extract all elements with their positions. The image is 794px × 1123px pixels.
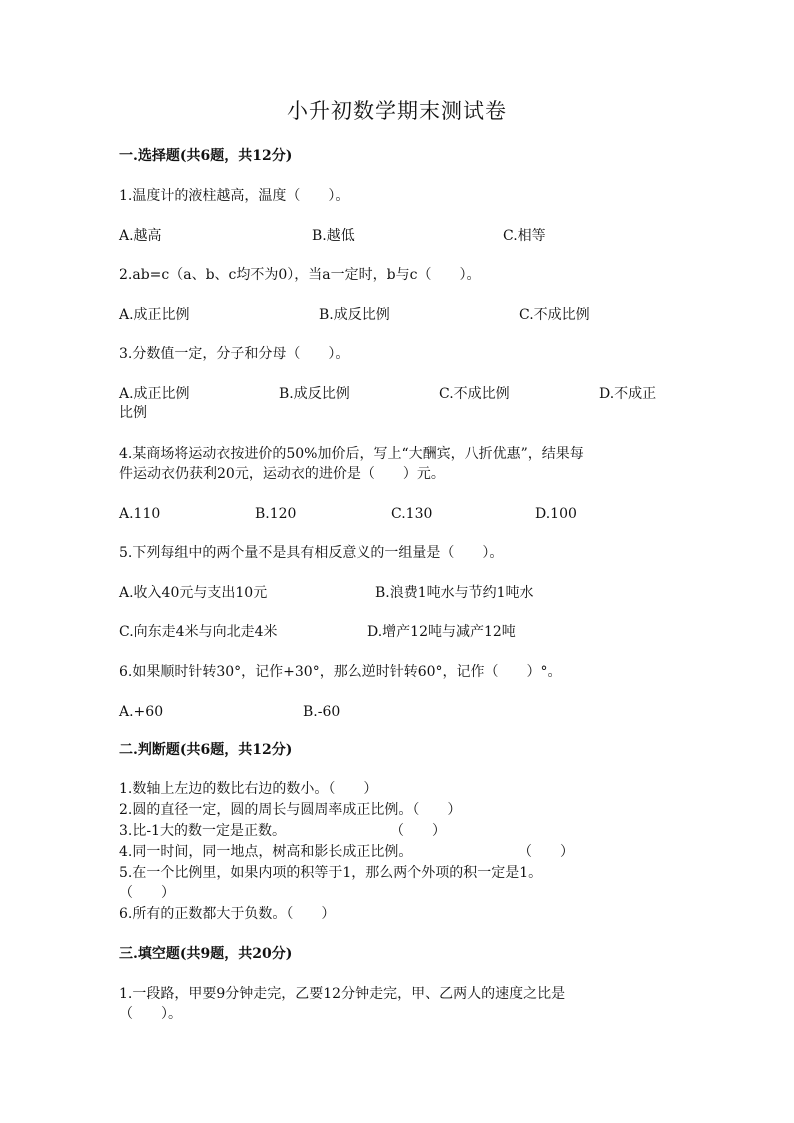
question-2-stem: 2.ab=c（a、b、c均不为0），当a一定时，b与c（ ）。 xyxy=(119,267,481,283)
section-heading-judgement: 二.判断题(共6题，共12分) xyxy=(119,742,293,758)
judgement-line-3-blank: （ ） xyxy=(390,823,446,839)
q1-option-b: B.越低 xyxy=(312,228,355,244)
question-1-stem: 1.温度计的液柱越高，温度（ ）。 xyxy=(119,188,350,204)
q4-option-c: C.130 xyxy=(391,506,433,522)
judgement-line-3: 3.比-1大的数一定是正数。 xyxy=(119,823,286,839)
q2-option-b: B.成反比例 xyxy=(319,307,390,323)
section-heading-fill-in: 三.填空题(共9题，共20分) xyxy=(119,946,293,962)
fill-in-line-1: 1.一段路，甲要9分钟走完，乙要12分钟走完，甲、乙两人的速度之比是 xyxy=(119,986,566,1002)
q5-option-a: A.收入40元与支出10元 xyxy=(119,585,268,601)
judgement-line-4: 4.同一时间，同一地点，树高和影长成正比例。 xyxy=(119,844,413,860)
question-4-stem-line-1: 4.某商场将运动衣按进价的50%加价后，写上“大酬宾，八折优惠”，结果每 xyxy=(119,446,584,462)
section-heading-choice: 一.选择题(共6题，共12分) xyxy=(119,148,293,164)
q5-option-b: B.浪费1吨水与节约1吨水 xyxy=(375,585,534,601)
judgement-line-1: 1.数轴上左边的数比右边的数小。（ ） xyxy=(119,781,378,797)
q3-option-d: D.不成正 xyxy=(599,386,657,402)
question-6-stem: 6.如果顺时针转30°，记作+30°，那么逆时针转60°，记作（ ）°。 xyxy=(119,664,562,680)
q3-option-c: C.不成比例 xyxy=(439,386,510,402)
q6-option-a: A.+60 xyxy=(119,704,164,720)
q1-option-a: A.越高 xyxy=(119,228,162,244)
judgement-line-6: 6.所有的正数都大于负数。（ ） xyxy=(119,906,336,922)
q2-option-a: A.成正比例 xyxy=(119,307,190,323)
q3-option-d-wrap: 比例 xyxy=(119,405,147,421)
question-3-stem: 3.分数值一定，分子和分母（ ）。 xyxy=(119,346,350,362)
page-title: 小升初数学期末测试卷 xyxy=(287,99,507,123)
q4-option-a: A.110 xyxy=(119,506,161,522)
q4-option-d: D.100 xyxy=(535,506,577,522)
q5-option-d: D.增产12吨与减产12吨 xyxy=(367,624,516,640)
q4-option-b: B.120 xyxy=(255,506,297,522)
judgement-line-5: 5.在一个比例里，如果内项的积等于1，那么两个外项的积一定是1。 xyxy=(119,865,543,881)
judgement-line-5-blank: （ ） xyxy=(119,885,175,901)
judgement-line-4-blank: （ ） xyxy=(518,844,574,860)
judgement-line-2: 2.圆的直径一定，圆的周长与圆周率成正比例。（ ） xyxy=(119,802,462,818)
q5-option-c: C.向东走4米与向北走4米 xyxy=(119,624,278,640)
q1-option-c: C.相等 xyxy=(503,228,546,244)
question-5-stem: 5.下列每组中的两个量不是具有相反意义的一组量是（ ）。 xyxy=(119,545,504,561)
q3-option-b: B.成反比例 xyxy=(279,386,350,402)
q6-option-b: B.-60 xyxy=(303,704,341,720)
fill-in-line-2: （ ）。 xyxy=(119,1006,182,1022)
q3-option-a: A.成正比例 xyxy=(119,386,190,402)
question-4-stem-line-2: 件运动衣仍获利20元，运动衣的进价是（ ）元。 xyxy=(119,466,445,482)
q2-option-c: C.不成比例 xyxy=(519,307,590,323)
